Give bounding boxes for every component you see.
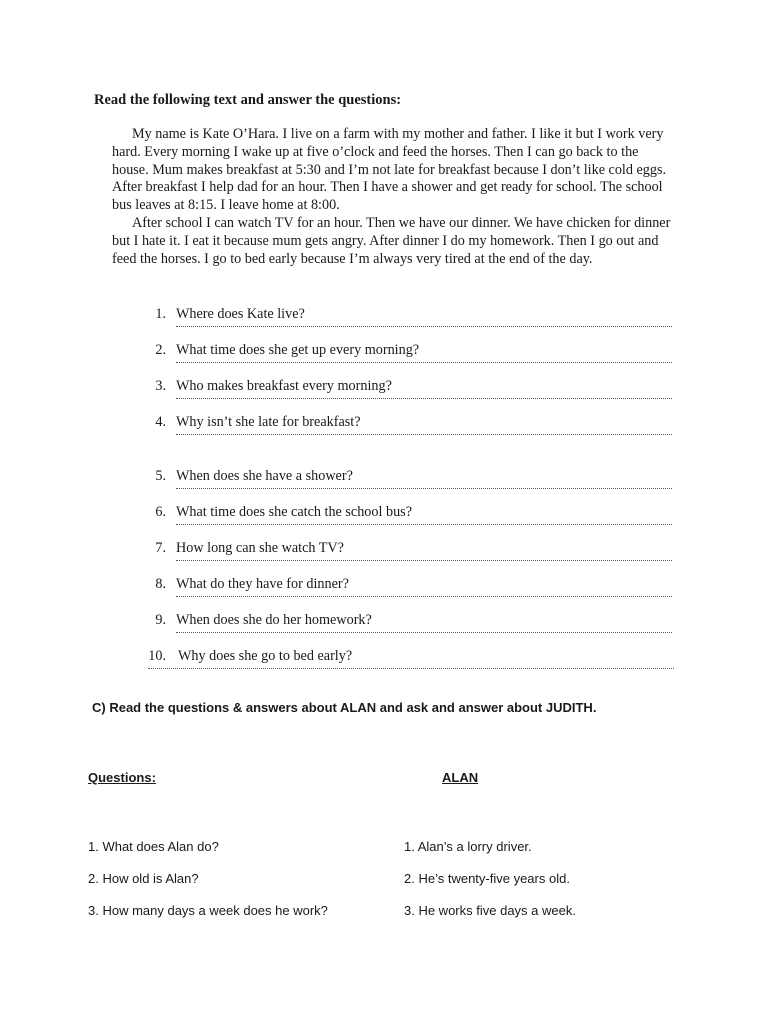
question-number: 7. [155, 540, 166, 556]
question-item [140, 378, 680, 414]
answer-line[interactable] [176, 434, 672, 435]
instruction-heading: Read the following text and answer the questions: [94, 92, 402, 108]
passage-paragraph-2: After school I can watch TV for an hour. Then we have our dinner. We have chicken for dinner but I hate it. I eat it because mum gets angry. After dinner I do my homework. Then I go out and feed the horses. I go to bed early because I’m always very tired at the end of the day. [112, 214, 671, 267]
question-item [140, 342, 680, 378]
alan-answer-2: 2. He’s twenty-five years old. [404, 871, 570, 886]
alan-question-3: 3. How many days a week does he work? [88, 903, 328, 918]
question-item [140, 414, 680, 468]
question-item [140, 504, 680, 540]
question-number: 3. [155, 378, 166, 394]
question-item [140, 306, 680, 342]
question-item [140, 648, 680, 684]
question-text: What time does she catch the school bus? [176, 504, 412, 520]
question-text: When does she have a shower? [176, 468, 353, 484]
alan-question-1: 1. What does Alan do? [88, 839, 219, 854]
question-text: When does she do her homework? [176, 612, 372, 628]
question-text: Why does she go to bed early? [178, 648, 353, 664]
question-number: 1. [155, 306, 166, 322]
answer-line[interactable] [176, 524, 672, 525]
passage-paragraph-1: My name is Kate O’Hara. I live on a farm with my mother and father. I like it but I work very hard. Every morning I wake up at five o’clock and feed the horses. Then I can go back to the house. Mum makes breakfast at 5:30 and I’m not late for breakfast because I don’t like cold eggs. After breakfast I help dad for an hour. Then I have a shower and get ready for school. The school bus leaves at 8:15. I leave home at 8:00. [112, 126, 667, 214]
question-number: 10. [148, 648, 166, 664]
question-item [140, 468, 680, 504]
question-number: 2. [155, 342, 166, 358]
reading-passage [112, 126, 678, 268]
question-text: Why isn’t she late for breakfast? [176, 414, 361, 430]
alan-question-2: 2. How old is Alan? [88, 871, 199, 886]
answer-line[interactable] [176, 560, 672, 561]
alan-answer-3: 3. He works five days a week. [404, 903, 576, 918]
answer-line[interactable] [176, 488, 672, 489]
question-list [140, 306, 680, 684]
question-number: 8. [155, 576, 166, 592]
answer-line[interactable] [148, 668, 674, 669]
question-text: How long can she watch TV? [176, 540, 344, 556]
alan-column-label: ALAN [442, 770, 479, 785]
answer-line[interactable] [176, 398, 672, 399]
question-item [140, 540, 680, 576]
question-item [140, 576, 680, 612]
question-number: 9. [155, 612, 166, 628]
answer-line[interactable] [176, 632, 672, 633]
question-text: What do they have for dinner? [176, 576, 349, 592]
section-c-heading: C) Read the questions & answers about ALAN and ask and answer about JUDITH. [92, 700, 597, 715]
answer-line[interactable] [176, 326, 672, 327]
question-number: 6. [155, 504, 166, 520]
question-text: Who makes breakfast every morning? [176, 378, 392, 394]
answer-line[interactable] [176, 596, 672, 597]
alan-answer-1: 1. Alan’s a lorry driver. [404, 839, 532, 854]
answer-line[interactable] [176, 362, 672, 363]
question-text: What time does she get up every morning? [176, 342, 420, 358]
questions-column-label: Questions: [88, 770, 156, 785]
question-text: Where does Kate live? [176, 306, 305, 322]
question-number: 5. [155, 468, 166, 484]
question-number: 4. [155, 414, 166, 430]
question-item [140, 612, 680, 648]
